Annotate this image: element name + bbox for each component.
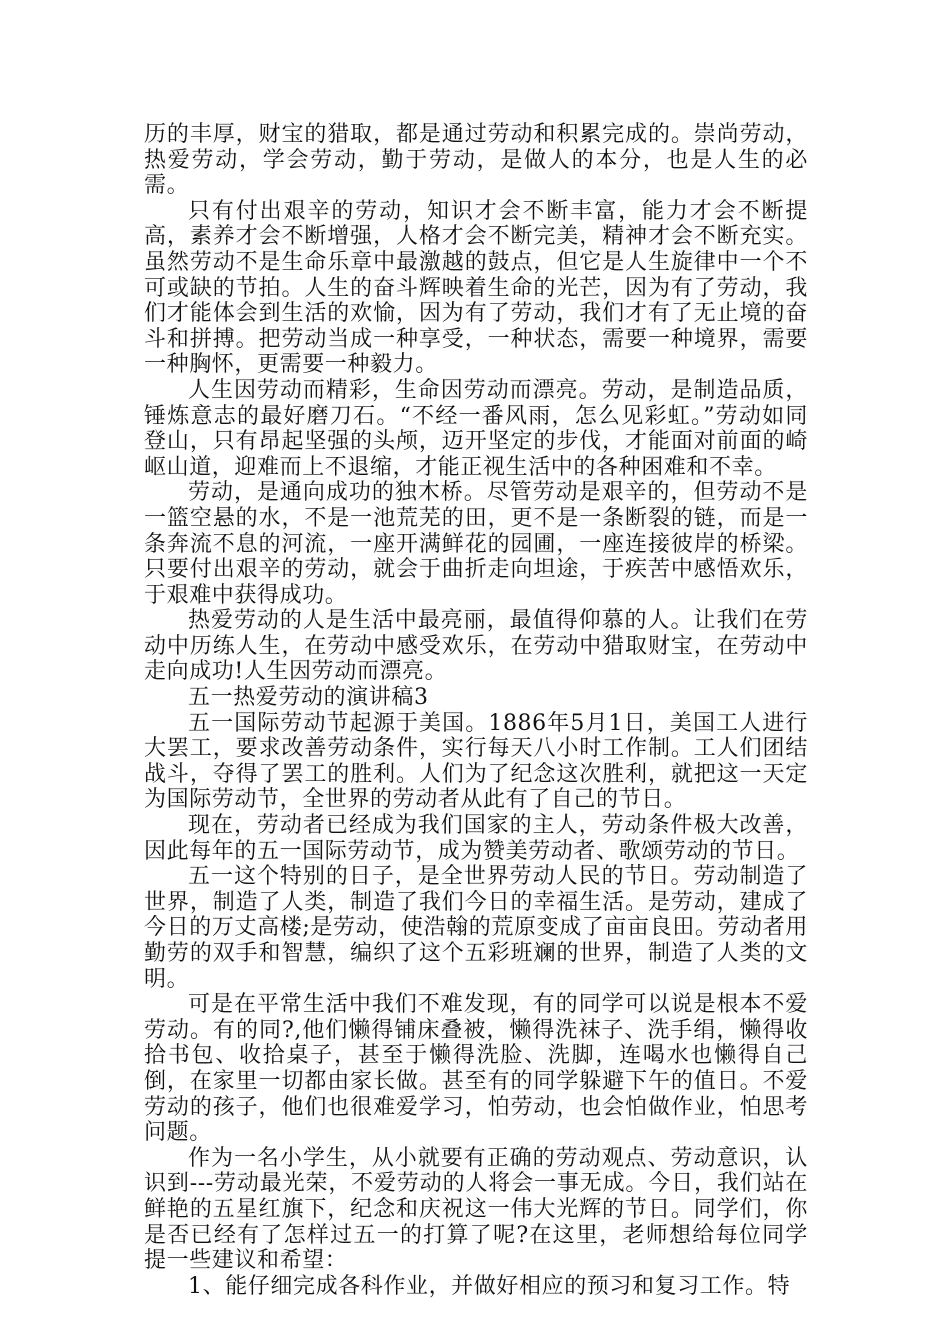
paragraph-3: 人生因劳动而精彩，生命因劳动而漂亮。劳动，是制造品质，锤炼意志的最好磨刀石。“不经一番风雨，怎么见彩虹。”劳动如同登山，只有昂起坚强的头颅，迈开坚定的步伐，才能面对前面的崎岖山道，迎难而上不退缩，才能正视生活中的各种困难和不幸。 xyxy=(144,377,808,480)
paragraph-2: 只有付出艰辛的劳动，知识才会不断丰富，能力才会不断提高，素养才会不断增强，人格才会不断完美，精神才会不断充实。虽然劳动不是生命乐章中最激越的鼓点，但它是人生旋律中一个不可或缺的节拍。人生的奋斗辉映着生命的光芒，因为有了劳动，我们才能体会到生活的欢愉，因为有了劳动，我们才有了无止境的奋斗和拼搏。把劳动当成一种享受，一种状态，需要一种境界，需要一种胸怀，更需要一种毅力。 xyxy=(144,198,808,378)
paragraph-8: 五一这个特别的日子，是全世界劳动人民的节日。劳动制造了世界，制造了人类，制造了我们今日的幸福生活。是劳动，建成了今日的万丈高楼;是劳动，使浩翰的荒原变成了亩亩良田。劳动者用勤劳的双手和智慧，编织了这个五彩班斓的世界，制造了人类的文明。 xyxy=(144,864,808,992)
section-heading: 五一热爱劳动的演讲稿3 xyxy=(188,685,429,711)
paragraph-4: 劳动，是通向成功的独木桥。尽管劳动是艰辛的，但劳动不是一篮空悬的水，不是一池荒芜的田，更不是一条断裂的链，而是一条奔流不息的河流，一座开满鲜花的园圃，一座连接彼岸的桥梁。只要付出艰辛的劳动，就会于曲折走向坦途，于疾苦中感悟欢乐，于艰难中获得成功。 xyxy=(144,480,808,608)
paragraph-9: 可是在平常生活中我们不难发现，有的同学可以说是根本不爱劳动。有的同?,他们懒得铺床叠被，懒得洗袜子、洗手绢，懒得收拾书包、收拾桌子，甚至于懒得洗脸、洗脚，连喝水也懒得自己倒，在家里一切都由家长做。甚至有的同学躲避下午的值日。不爱劳动的孩子，他们也很难爱学习，怕劳动，也会怕做作业，怕思考问题。 xyxy=(144,992,808,1146)
paragraph-5: 热爱劳动的人是生活中最亮丽，最值得仰慕的人。让我们在劳动中历练人生，在劳动中感受欢乐，在劳动中猎取财宝，在劳动中走向成功!人生因劳动而漂亮。 xyxy=(144,608,808,685)
paragraph-1: 历的丰厚，财宝的猎取，都是通过劳动和积累完成的。崇尚劳动，热爱劳动，学会劳动，勤于劳动，是做人的本分，也是人生的必需。 xyxy=(144,122,808,199)
paragraph-7: 现在，劳动者已经成为我们国家的主人，劳动条件极大改善，因此每年的五一国际劳动节，成为赞美劳动者、歌颂劳动的节日。 xyxy=(144,813,808,864)
paragraph-11: 1、能仔细完成各科作业，并做好相应的预习和复习工作。特 xyxy=(188,1273,791,1299)
paragraph-10: 作为一名小学生，从小就要有正确的劳动观点、劳动意识，认识到---劳动最光荣，不爱劳动的人将会一事无成。今日，我们站在鲜艳的五星红旗下，纪念和庆祝这一伟大光辉的节日。同学们，你是否已经有了怎样过五一的打算了呢?在这里，老师想给每位同学提一些建议和希望： xyxy=(144,1145,808,1274)
paragraph-6: 五一国际劳动节起源于美国。1886年5月1日，美国工人进行大罢工，要求改善劳动条件，实行每天八小时工作制。工人们团结战斗，夺得了罢工的胜利。人们为了纪念这次胜利，就把这一天定为国际劳动节，全世界的劳动者从此有了自己的节日。 xyxy=(144,710,808,813)
document-page xyxy=(144,122,808,1299)
